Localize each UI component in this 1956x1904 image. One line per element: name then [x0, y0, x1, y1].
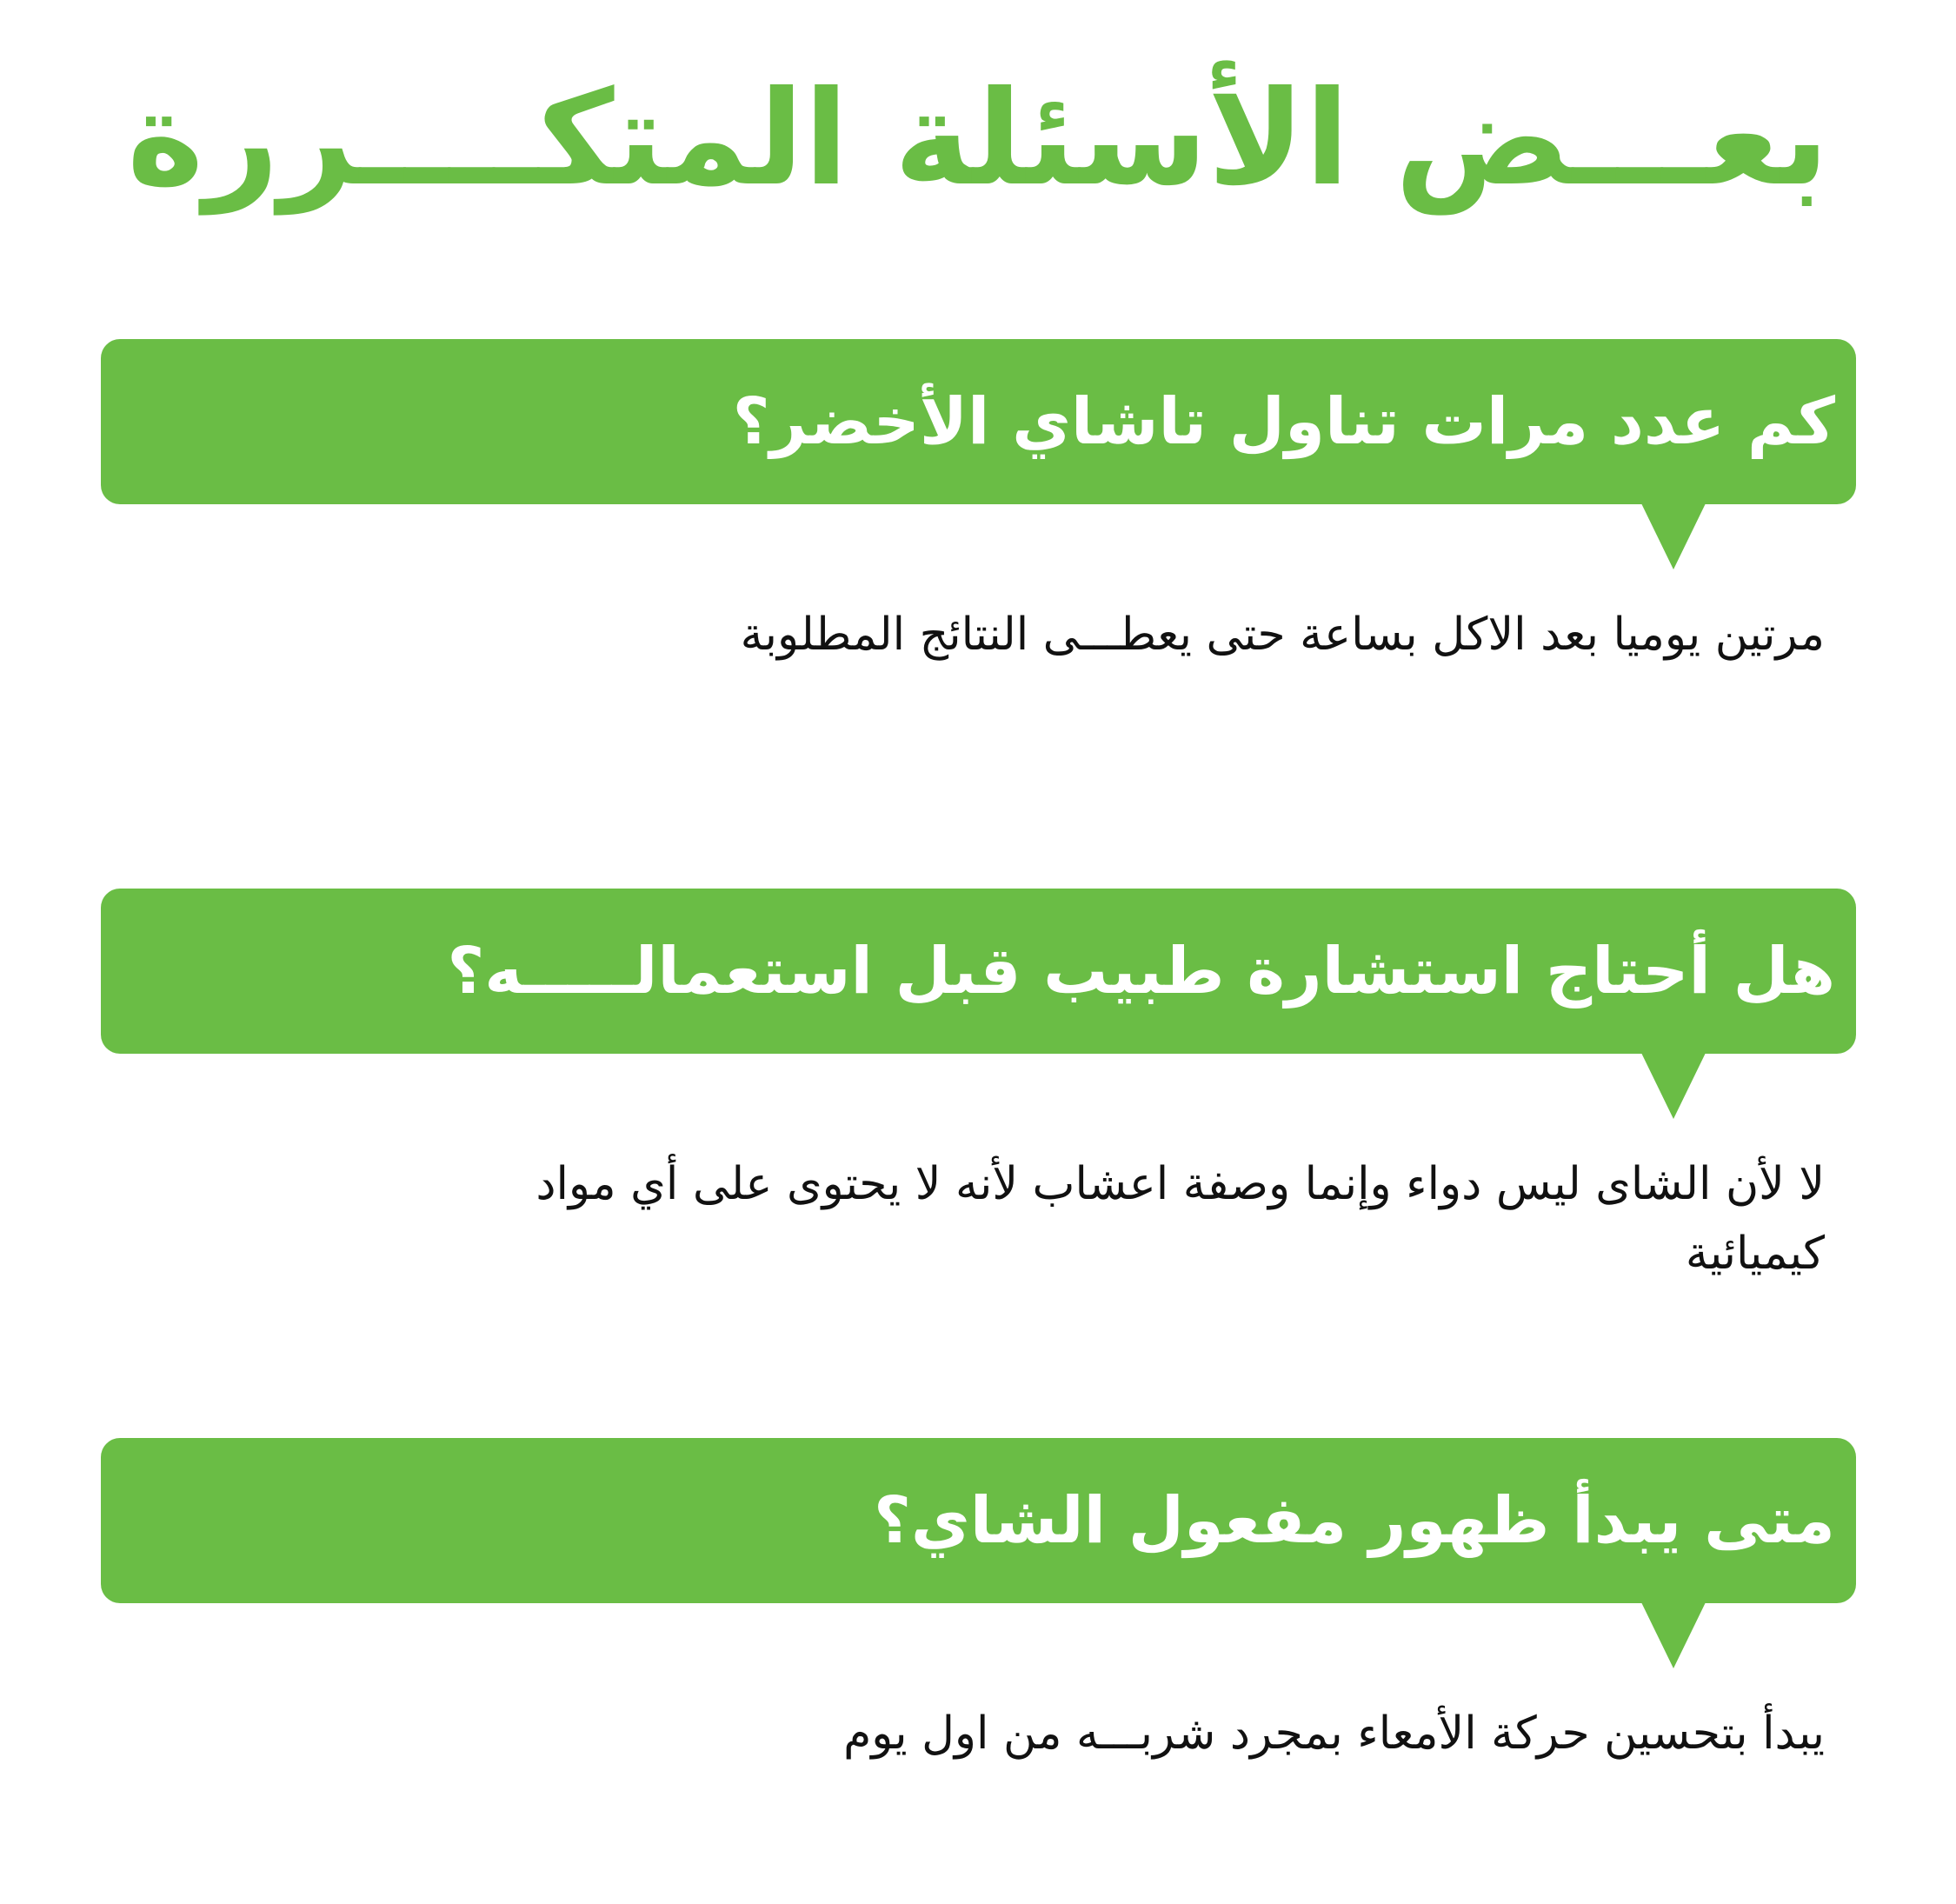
question-bubble — [101, 889, 1856, 1054]
faq-item — [101, 889, 1856, 1288]
question-text: متى يبدأ ظهور مفعول الشاي؟ — [873, 1483, 1835, 1558]
faq-item — [101, 1438, 1856, 1768]
answer-text: مرتين يوميا بعد الاكل بساعة حتى يعطـــى النتائج المطلوبة — [740, 609, 1825, 661]
question-text: هل أحتاج استشارة طبيب قبل استعمالـــــه؟ — [447, 934, 1835, 1009]
answer-text: لا لأن الشاى ليس دواء وإنما وصفة اعشاب لأنه لا يحتوى على أي مواد كيميائية — [536, 1158, 1825, 1280]
faq-item — [101, 339, 1856, 669]
speech-tail-icon — [1641, 503, 1706, 569]
speech-tail-icon — [1641, 1602, 1706, 1668]
answer-text: يبدأ بتحسين حركة الأمعاء بمجرد شربـــه من اول يوم — [843, 1708, 1825, 1760]
question-bubble — [101, 339, 1856, 504]
question-text: كم عدد مرات تناول تاشاي الأخضر؟ — [732, 384, 1835, 459]
speech-tail-icon — [1641, 1053, 1706, 1119]
question-bubble — [101, 1438, 1856, 1603]
page-title: بعـــض الأسئلة المتكــــررة — [127, 63, 1829, 215]
